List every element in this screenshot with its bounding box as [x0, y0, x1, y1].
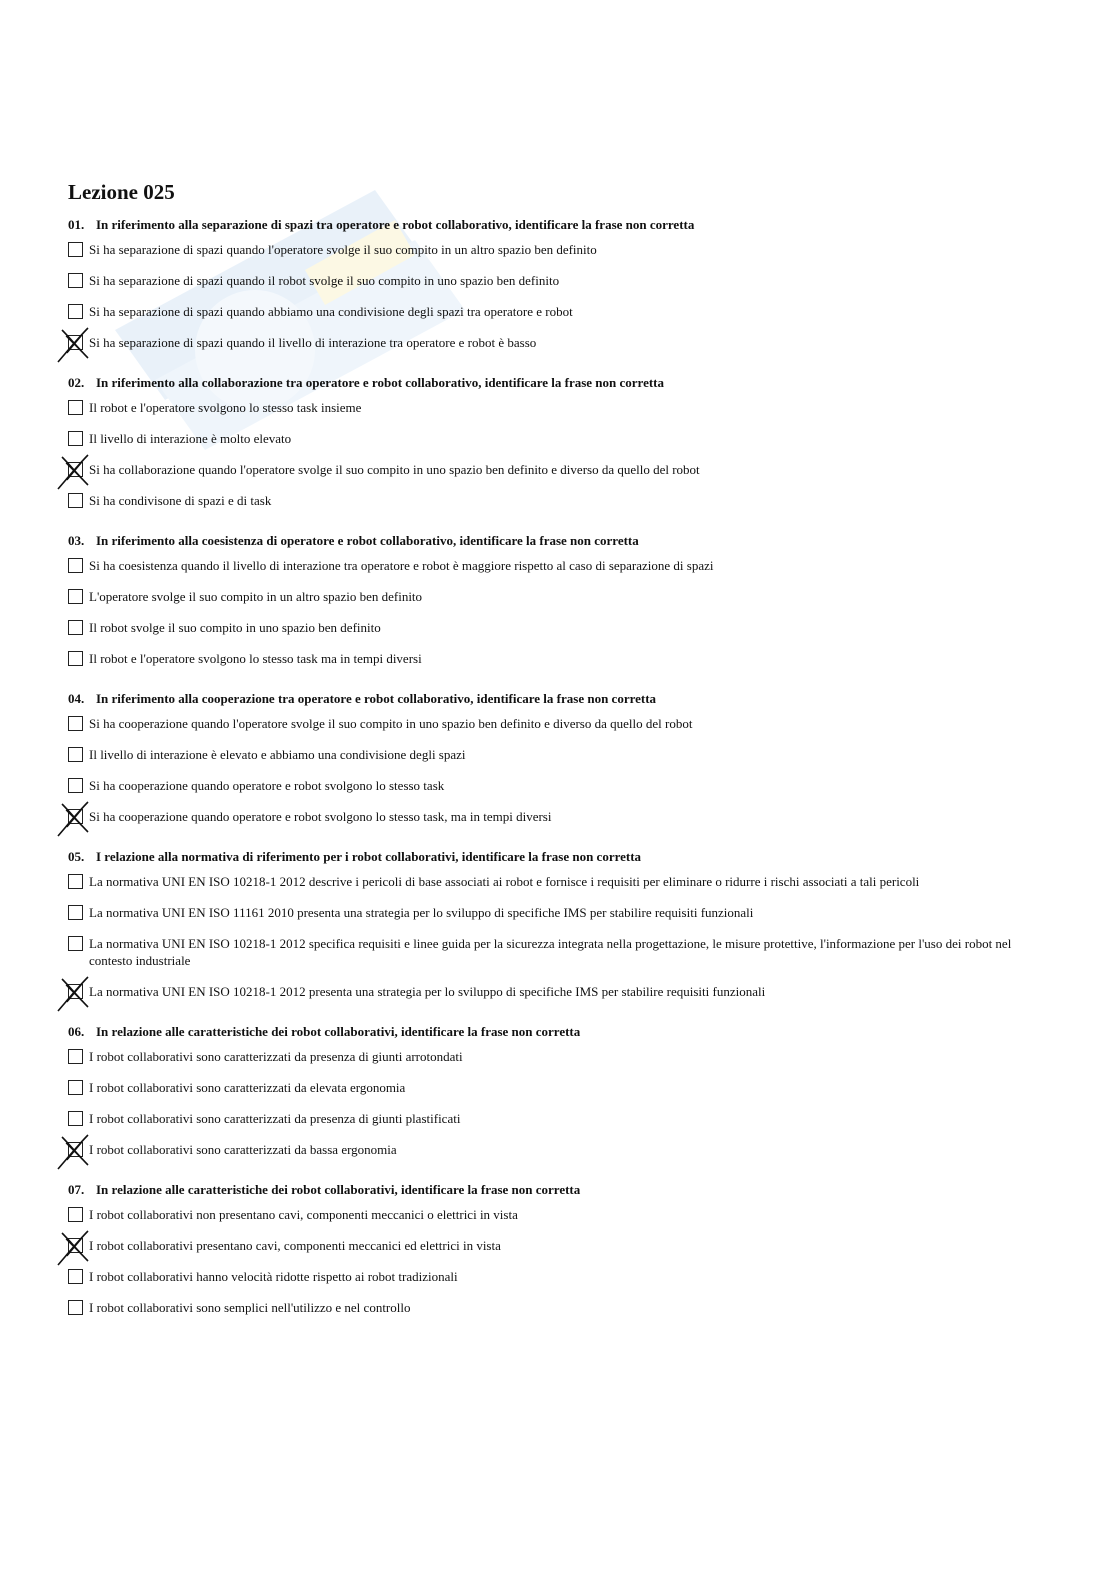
- answer-option[interactable]: [68, 1206, 1048, 1223]
- answer-option-label: La normativa UNI EN ISO 10218-1 2012 specifica requisiti e linee guida per la sicurezza integrata nella progettazione, le misure protettive, l'informazione per l'uso dei robot nel contesto industriale: [89, 936, 1012, 968]
- question-block: [68, 374, 1048, 532]
- answer-option-label: Il livello di interazione è elevato e abbiamo una condivisione degli spazi: [89, 747, 466, 762]
- question-spacer: [68, 1172, 1048, 1181]
- answer-option[interactable]: [68, 904, 1048, 921]
- checkbox[interactable]: [68, 936, 83, 951]
- checkbox[interactable]: [68, 558, 83, 573]
- answer-option-label: L'operatore svolge il suo compito in un altro spazio ben definito: [89, 589, 423, 604]
- question-number: 02.: [68, 375, 85, 390]
- question-text: In riferimento alla cooperazione tra operatore e robot collaborativo, identificare la frase non corretta: [96, 691, 657, 706]
- answer-option-label: La normativa UNI EN ISO 11161 2010 presenta una strategia per lo sviluppo di specifiche IMS per stabilire requisiti funzionali: [89, 905, 754, 920]
- answer-option[interactable]: [68, 334, 1048, 351]
- answer-option-label: Il robot e l'operatore svolgono lo stesso task insieme: [89, 400, 362, 415]
- checkbox[interactable]: [68, 431, 83, 446]
- answer-option-label: I robot collaborativi sono caratterizzati da elevata ergonomia: [89, 1080, 406, 1095]
- answer-option[interactable]: [68, 808, 1048, 825]
- answer-option-label: I robot collaborativi hanno velocità ridotte rispetto ai robot tradizionali: [89, 1269, 458, 1284]
- checkbox[interactable]: [68, 716, 83, 731]
- answer-option-label: Si ha cooperazione quando l'operatore svolge il suo compito in uno spazio ben definito e diverso da quello del robot: [89, 716, 693, 731]
- answer-option[interactable]: [68, 1048, 1048, 1065]
- checkbox[interactable]: [68, 747, 83, 762]
- checkbox[interactable]: [68, 304, 83, 319]
- question-title: [68, 1181, 1048, 1199]
- answer-option[interactable]: [68, 399, 1048, 416]
- question-block: [68, 848, 1048, 1023]
- checkbox[interactable]: [68, 242, 83, 257]
- checkbox[interactable]: [68, 589, 83, 604]
- question-text: In riferimento alla separazione di spazi tra operatore e robot collaborativo, identificare la frase non corretta: [96, 217, 695, 232]
- checkbox[interactable]: [68, 273, 83, 288]
- answer-option[interactable]: [68, 983, 1048, 1000]
- answer-option-label: La normativa UNI EN ISO 10218-1 2012 descrive i pericoli di base associati ai robot e fornisce i requisiti per eliminare o ridurre i rischi associati a tali pericoli: [89, 874, 920, 889]
- question-spacer: [68, 681, 1048, 690]
- checkbox[interactable]: [68, 1300, 83, 1315]
- checkbox[interactable]: [68, 620, 83, 635]
- answer-option-label: I robot collaborativi non presentano cavi, componenti meccanici o elettrici in vista: [89, 1207, 518, 1222]
- answer-option[interactable]: [68, 1141, 1048, 1158]
- question-number: 01.: [68, 217, 85, 232]
- question-list: [68, 216, 1048, 1339]
- question-block: [68, 1023, 1048, 1181]
- checkbox[interactable]: [68, 1269, 83, 1284]
- answer-option[interactable]: [68, 746, 1048, 763]
- question-number: 07.: [68, 1182, 85, 1197]
- question-spacer: [68, 365, 1048, 374]
- answer-option-label: Si ha separazione di spazi quando abbiamo una condivisione degli spazi tra operatore e robot: [89, 304, 573, 319]
- answer-option[interactable]: [68, 1299, 1048, 1316]
- question-text: In relazione alle caratteristiche dei robot collaborativi, identificare la frase non corretta: [96, 1182, 581, 1197]
- answer-option[interactable]: [68, 619, 1048, 636]
- checkbox[interactable]: [68, 874, 83, 889]
- answer-option-label: I robot collaborativi sono caratterizzati da bassa ergonomia: [89, 1142, 397, 1157]
- answer-option-label: Si ha collaborazione quando l'operatore svolge il suo compito in uno spazio ben definito e diverso da quello del robot: [89, 462, 700, 477]
- handwritten-cross-mark-icon: [54, 1227, 94, 1267]
- question-title: [68, 216, 1048, 234]
- answer-option-label: La normativa UNI EN ISO 10218-1 2012 presenta una strategia per lo sviluppo di specifiche IMS per stabilire requisiti funzionali: [89, 984, 766, 999]
- question-block: [68, 690, 1048, 848]
- question-text: I relazione alla normativa di riferimento per i robot collaborativi, identificare la frase non corretta: [96, 849, 642, 864]
- answer-option-label: Si ha separazione di spazi quando l'operatore svolge il suo compito in un altro spazio ben definito: [89, 242, 597, 257]
- question-spacer: [68, 1014, 1048, 1023]
- checkbox[interactable]: [68, 1080, 83, 1095]
- question-spacer: [68, 1330, 1048, 1339]
- answer-option-label: I robot collaborativi sono caratterizzati da presenza di giunti arrotondati: [89, 1049, 463, 1064]
- question-block: [68, 532, 1048, 690]
- answer-option-label: I robot collaborativi sono semplici nell'utilizzo e nel controllo: [89, 1300, 411, 1315]
- question-number: 05.: [68, 849, 85, 864]
- checkbox[interactable]: [68, 905, 83, 920]
- answer-option-label: Si ha coesistenza quando il livello di interazione tra operatore e robot è maggiore rispetto al caso di separazione di spazi: [89, 558, 714, 573]
- answer-option[interactable]: [68, 1268, 1048, 1285]
- question-block: [68, 216, 1048, 374]
- question-spacer: [68, 839, 1048, 848]
- answer-option-label: Si ha cooperazione quando operatore e robot svolgono lo stesso task: [89, 778, 445, 793]
- question-number: 06.: [68, 1024, 85, 1039]
- checkbox[interactable]: [68, 1111, 83, 1126]
- handwritten-cross-mark-icon: [54, 1131, 94, 1171]
- question-block: [68, 1181, 1048, 1339]
- answer-option-label: I robot collaborativi sono caratterizzati da presenza di giunti plastificati: [89, 1111, 461, 1126]
- question-text: In riferimento alla coesistenza di operatore e robot collaborativo, identificare la frase non corretta: [96, 533, 639, 548]
- lesson-title: Lezione 025: [68, 180, 175, 204]
- answer-option[interactable]: [68, 461, 1048, 478]
- answer-option[interactable]: [68, 241, 1048, 258]
- question-text: In riferimento alla collaborazione tra operatore e robot collaborativo, identificare la frase non corretta: [96, 375, 665, 390]
- answer-option[interactable]: [68, 777, 1048, 794]
- checkbox[interactable]: [68, 1207, 83, 1222]
- checkbox[interactable]: [68, 400, 83, 415]
- checkbox[interactable]: [68, 778, 83, 793]
- answer-option[interactable]: [68, 303, 1048, 320]
- question-title: [68, 532, 1048, 550]
- answer-option-label: Si ha condivisone di spazi e di task: [89, 493, 272, 508]
- handwritten-cross-mark-icon: [54, 798, 94, 838]
- answer-option[interactable]: [68, 935, 1048, 969]
- answer-option[interactable]: [68, 1237, 1048, 1254]
- question-number: 03.: [68, 533, 85, 548]
- answer-option[interactable]: [68, 1079, 1048, 1096]
- answer-option-label: Si ha separazione di spazi quando il robot svolge il suo compito in uno spazio ben definito: [89, 273, 560, 288]
- answer-option[interactable]: [68, 873, 1048, 890]
- checkbox[interactable]: [68, 651, 83, 666]
- answer-option[interactable]: [68, 272, 1048, 289]
- question-title: [68, 1023, 1048, 1041]
- answer-option-label: Si ha cooperazione quando operatore e robot svolgono lo stesso task, ma in tempi diversi: [89, 809, 552, 824]
- answer-option[interactable]: [68, 430, 1048, 447]
- answer-option-label: Il robot e l'operatore svolgono lo stesso task ma in tempi diversi: [89, 651, 422, 666]
- question-number: 04.: [68, 691, 85, 706]
- answer-option-label: Si ha separazione di spazi quando il livello di interazione tra operatore e robot è basso: [89, 335, 537, 350]
- answer-option[interactable]: [68, 715, 1048, 732]
- question-title: [68, 690, 1048, 708]
- answer-option[interactable]: [68, 557, 1048, 574]
- checkbox[interactable]: [68, 1049, 83, 1064]
- document-page: [68, 178, 1048, 1339]
- question-spacer: [68, 523, 1048, 532]
- handwritten-cross-mark-icon: [54, 973, 94, 1013]
- question-text: In relazione alle caratteristiche dei robot collaborativi, identificare la frase non corretta: [96, 1024, 581, 1039]
- answer-option[interactable]: [68, 650, 1048, 667]
- answer-option-label: Il robot svolge il suo compito in uno spazio ben definito: [89, 620, 381, 635]
- question-title: [68, 848, 1048, 866]
- answer-option-label: I robot collaborativi presentano cavi, componenti meccanici ed elettrici in vista: [89, 1238, 501, 1253]
- handwritten-cross-mark-icon: [54, 451, 94, 491]
- answer-option[interactable]: [68, 1110, 1048, 1127]
- answer-option[interactable]: [68, 588, 1048, 605]
- answer-option-label: Il livello di interazione è molto elevato: [89, 431, 292, 446]
- handwritten-cross-mark-icon: [54, 324, 94, 364]
- answer-option[interactable]: [68, 492, 1048, 509]
- checkbox[interactable]: [68, 493, 83, 508]
- question-title: [68, 374, 1048, 392]
